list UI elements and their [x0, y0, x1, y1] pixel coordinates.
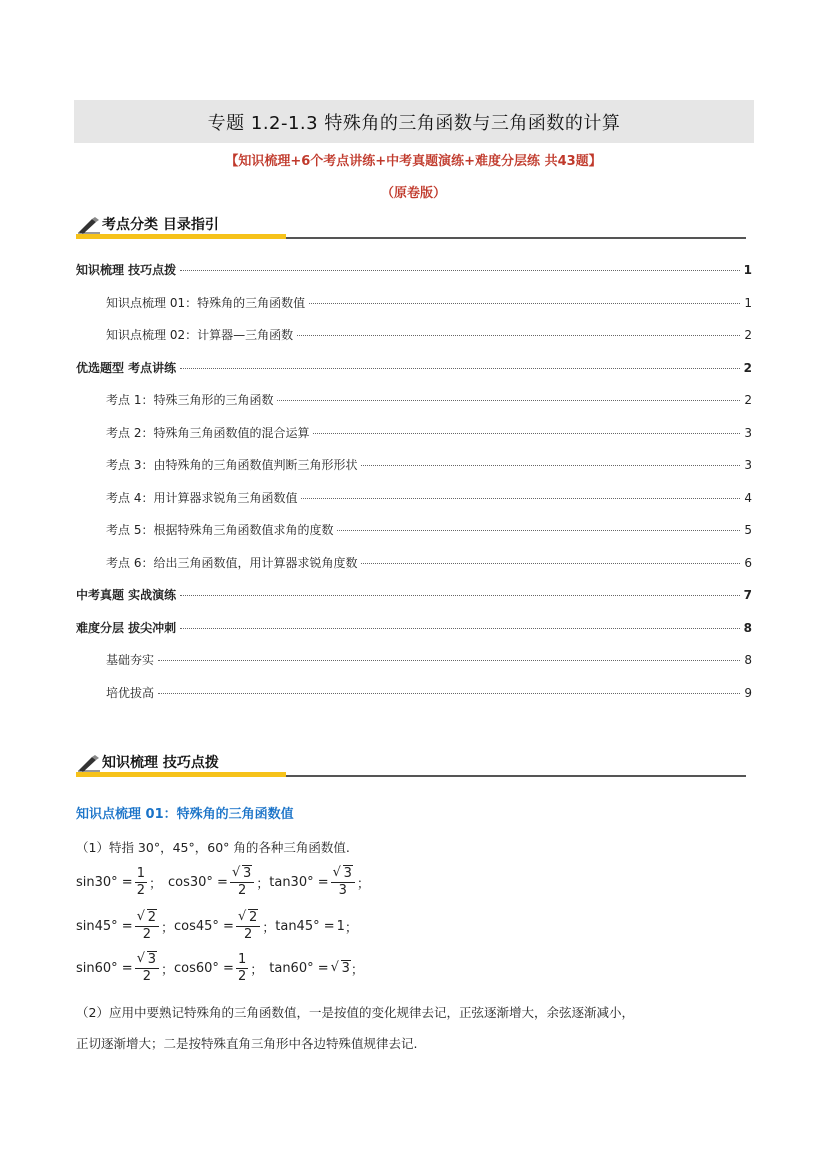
toc-entry-title: 基础夯实: [106, 653, 155, 667]
toc-entry[interactable]: [106, 521, 752, 538]
toc-leader-dots: [158, 693, 740, 694]
toc-entry-page: 1: [744, 295, 752, 310]
toc-entry[interactable]: [106, 326, 752, 343]
toc-leader-dots: [313, 433, 740, 434]
cos45-lhs: cos45° =: [174, 919, 234, 934]
sin60-fraction: [135, 952, 159, 985]
toc-entry-page: 3: [744, 458, 752, 472]
toc-section-heading: [76, 210, 746, 244]
toc-section-label: 考点分类 目录指引: [102, 217, 219, 233]
cos30-lhs: cos30° =: [168, 875, 228, 890]
tan60-radicand: 3: [341, 961, 350, 976]
page-title: [74, 100, 754, 143]
cos45-fraction: [236, 910, 260, 943]
toc-leader-dots: [309, 303, 740, 304]
toc-leader-dots: [180, 595, 739, 596]
formula-row-60: [76, 952, 364, 985]
sqrt-symbol: [137, 910, 157, 926]
sin45-radicand: 2: [147, 910, 156, 925]
tan30-fraction: [331, 866, 355, 899]
toc-entry[interactable]: [106, 651, 752, 668]
toc-entry[interactable]: [106, 391, 752, 408]
toc-entry[interactable]: [106, 294, 752, 311]
toc-entry[interactable]: [106, 424, 752, 441]
pen-icon: [78, 216, 100, 234]
toc-leader-dots: [158, 660, 740, 661]
toc-entry-page: 7: [743, 588, 752, 602]
sin60-denominator: 2: [142, 969, 151, 984]
separator: ；: [344, 921, 358, 936]
sin45-fraction: [135, 910, 159, 943]
toc-entry-title: 优选题型 考点讲练: [76, 360, 177, 375]
tan30-lhs: tan30° =: [269, 875, 329, 890]
paragraph-2-line-1: （2）应用中要熟记特殊角的三角函数值，一是按值的变化规律去记，正弦逐渐增大，余弦逐渐减小，: [76, 1005, 634, 1020]
cos60-lhs: cos60° =: [174, 961, 234, 976]
separator: ；: [350, 963, 364, 978]
sin45-lhs: sin45° =: [76, 919, 133, 934]
separator: ；: [160, 963, 174, 978]
toc-entry-title: 知识点梳理 02：计算器—三角函数: [106, 328, 294, 342]
tan30-denominator: 3: [338, 883, 347, 898]
separator: ；: [250, 963, 264, 978]
cos60-denominator: 2: [237, 969, 247, 984]
toc-leader-dots: [277, 400, 740, 401]
cos45-radicand: 2: [248, 910, 258, 925]
formula-row-45: [76, 910, 358, 943]
cos30-fraction: [230, 866, 254, 899]
sin30-lhs: sin30° =: [76, 875, 133, 890]
cos30-radicand: 3: [242, 866, 252, 881]
toc-leader-dots: [361, 563, 740, 564]
pen-icon: [78, 754, 100, 772]
toc-entry[interactable]: [76, 359, 752, 376]
separator: ；: [148, 877, 162, 892]
cos45-denominator: 2: [243, 927, 253, 942]
separator: ；: [160, 921, 174, 936]
toc-entry[interactable]: [106, 456, 752, 473]
sin30-numerator: 1: [136, 866, 145, 881]
sqrt-symbol: [232, 866, 252, 882]
toc-entry-title: 考点 6：给出三角函数值，用计算器求锐角度数: [106, 555, 358, 570]
toc-leader-dots: [297, 335, 740, 336]
tan30-radicand: 3: [343, 866, 352, 881]
page-title-text: 专题 1.2-1.3 特殊角的三角函数与三角函数的计算: [207, 112, 621, 134]
sin30-denominator: 2: [136, 883, 145, 898]
yellow-underline: [76, 234, 286, 239]
toc-entry-title: 知识点梳理 01：特殊角的三角函数值: [106, 295, 306, 310]
toc-entry[interactable]: [76, 586, 752, 603]
separator: ；: [356, 877, 370, 892]
toc-entry-title: 培优拔高: [106, 685, 155, 700]
subtitle: 【知识梳理+6个考点讲练+中考真题演练+难度分层练 共43题】: [225, 154, 602, 169]
cos60-numerator: 1: [237, 952, 247, 967]
sin60-lhs: sin60° =: [76, 961, 133, 976]
section-rule: [286, 237, 746, 239]
sqrt-symbol: [333, 866, 353, 882]
toc-entry-title: 考点 2：特殊角三角函数值的混合运算: [106, 425, 310, 440]
toc-entry-title: 中考真题 实战演练: [76, 588, 177, 602]
toc-entry-title: 考点 5：根据特殊角三角函数值求角的度数: [106, 523, 334, 537]
sin60-radicand: 3: [147, 952, 156, 967]
toc-entry-page: 2: [744, 328, 752, 342]
knowledge-section-heading: [76, 748, 746, 782]
knowledge-point-title: 知识点梳理 01：特殊角的三角函数值: [76, 807, 294, 822]
toc-entry[interactable]: [76, 619, 752, 636]
tan45-value: 1: [336, 919, 345, 934]
cos30-denominator: 2: [237, 883, 247, 898]
toc-entry-page: 6: [744, 555, 752, 570]
toc-entry-page: 4: [744, 490, 752, 505]
knowledge-section-label: 知识梳理 技巧点拨: [102, 755, 219, 771]
toc-entry[interactable]: [106, 554, 752, 571]
toc-entry-page: 2: [743, 360, 752, 375]
toc-entry[interactable]: [106, 489, 752, 506]
toc-leader-dots: [337, 530, 740, 531]
toc-entry-title: 难度分层 拔尖冲刺: [76, 620, 177, 635]
toc-entry-page: 1: [743, 263, 752, 277]
separator: ；: [256, 877, 270, 892]
toc-entry-title: 考点 4：用计算器求锐角三角函数值: [106, 490, 298, 505]
toc-entry[interactable]: [106, 684, 752, 701]
toc-entry-title: 考点 3：由特殊角的三角函数值判断三角形形状: [106, 458, 358, 472]
toc-leader-dots: [180, 270, 739, 271]
toc-leader-dots: [301, 498, 740, 499]
toc-entry-page: 8: [743, 620, 752, 635]
tan45-lhs: tan45° =: [275, 919, 335, 934]
toc-entry-title: 知识梳理 技巧点拨: [76, 263, 177, 277]
tan60-lhs: tan60° =: [269, 961, 329, 976]
sqrt-symbol: [331, 961, 351, 976]
sin45-denominator: 2: [142, 927, 151, 942]
toc-leader-dots: [361, 465, 740, 466]
toc-leader-dots: [180, 368, 739, 369]
toc-entry-page: 9: [744, 685, 752, 700]
section-rule: [286, 775, 746, 777]
toc-entry-page: 5: [744, 523, 752, 537]
sqrt-symbol: [238, 910, 258, 926]
paragraph-1: （1）特指 30°，45°，60° 角的各种三角函数值.: [76, 840, 350, 855]
toc-entry[interactable]: [76, 261, 752, 278]
toc-entry-page: 2: [744, 393, 752, 407]
toc-entry-page: 3: [744, 425, 752, 440]
sin30-fraction: [135, 866, 147, 899]
yellow-underline: [76, 772, 286, 777]
paragraph-2-line-2: 正切逐渐增大；二是按特殊直角三角形中各边特殊值规律去记.: [76, 1036, 418, 1051]
toc-leader-dots: [180, 628, 739, 629]
separator: ；: [262, 921, 276, 936]
toc-entry-title: 考点 1：特殊三角形的三角函数: [106, 393, 274, 407]
cos60-fraction: [236, 952, 248, 985]
sqrt-symbol: [137, 952, 157, 968]
edition-label: （原卷版）: [380, 186, 446, 201]
toc-entry-page: 8: [744, 653, 752, 667]
formula-row-30: [76, 866, 370, 899]
